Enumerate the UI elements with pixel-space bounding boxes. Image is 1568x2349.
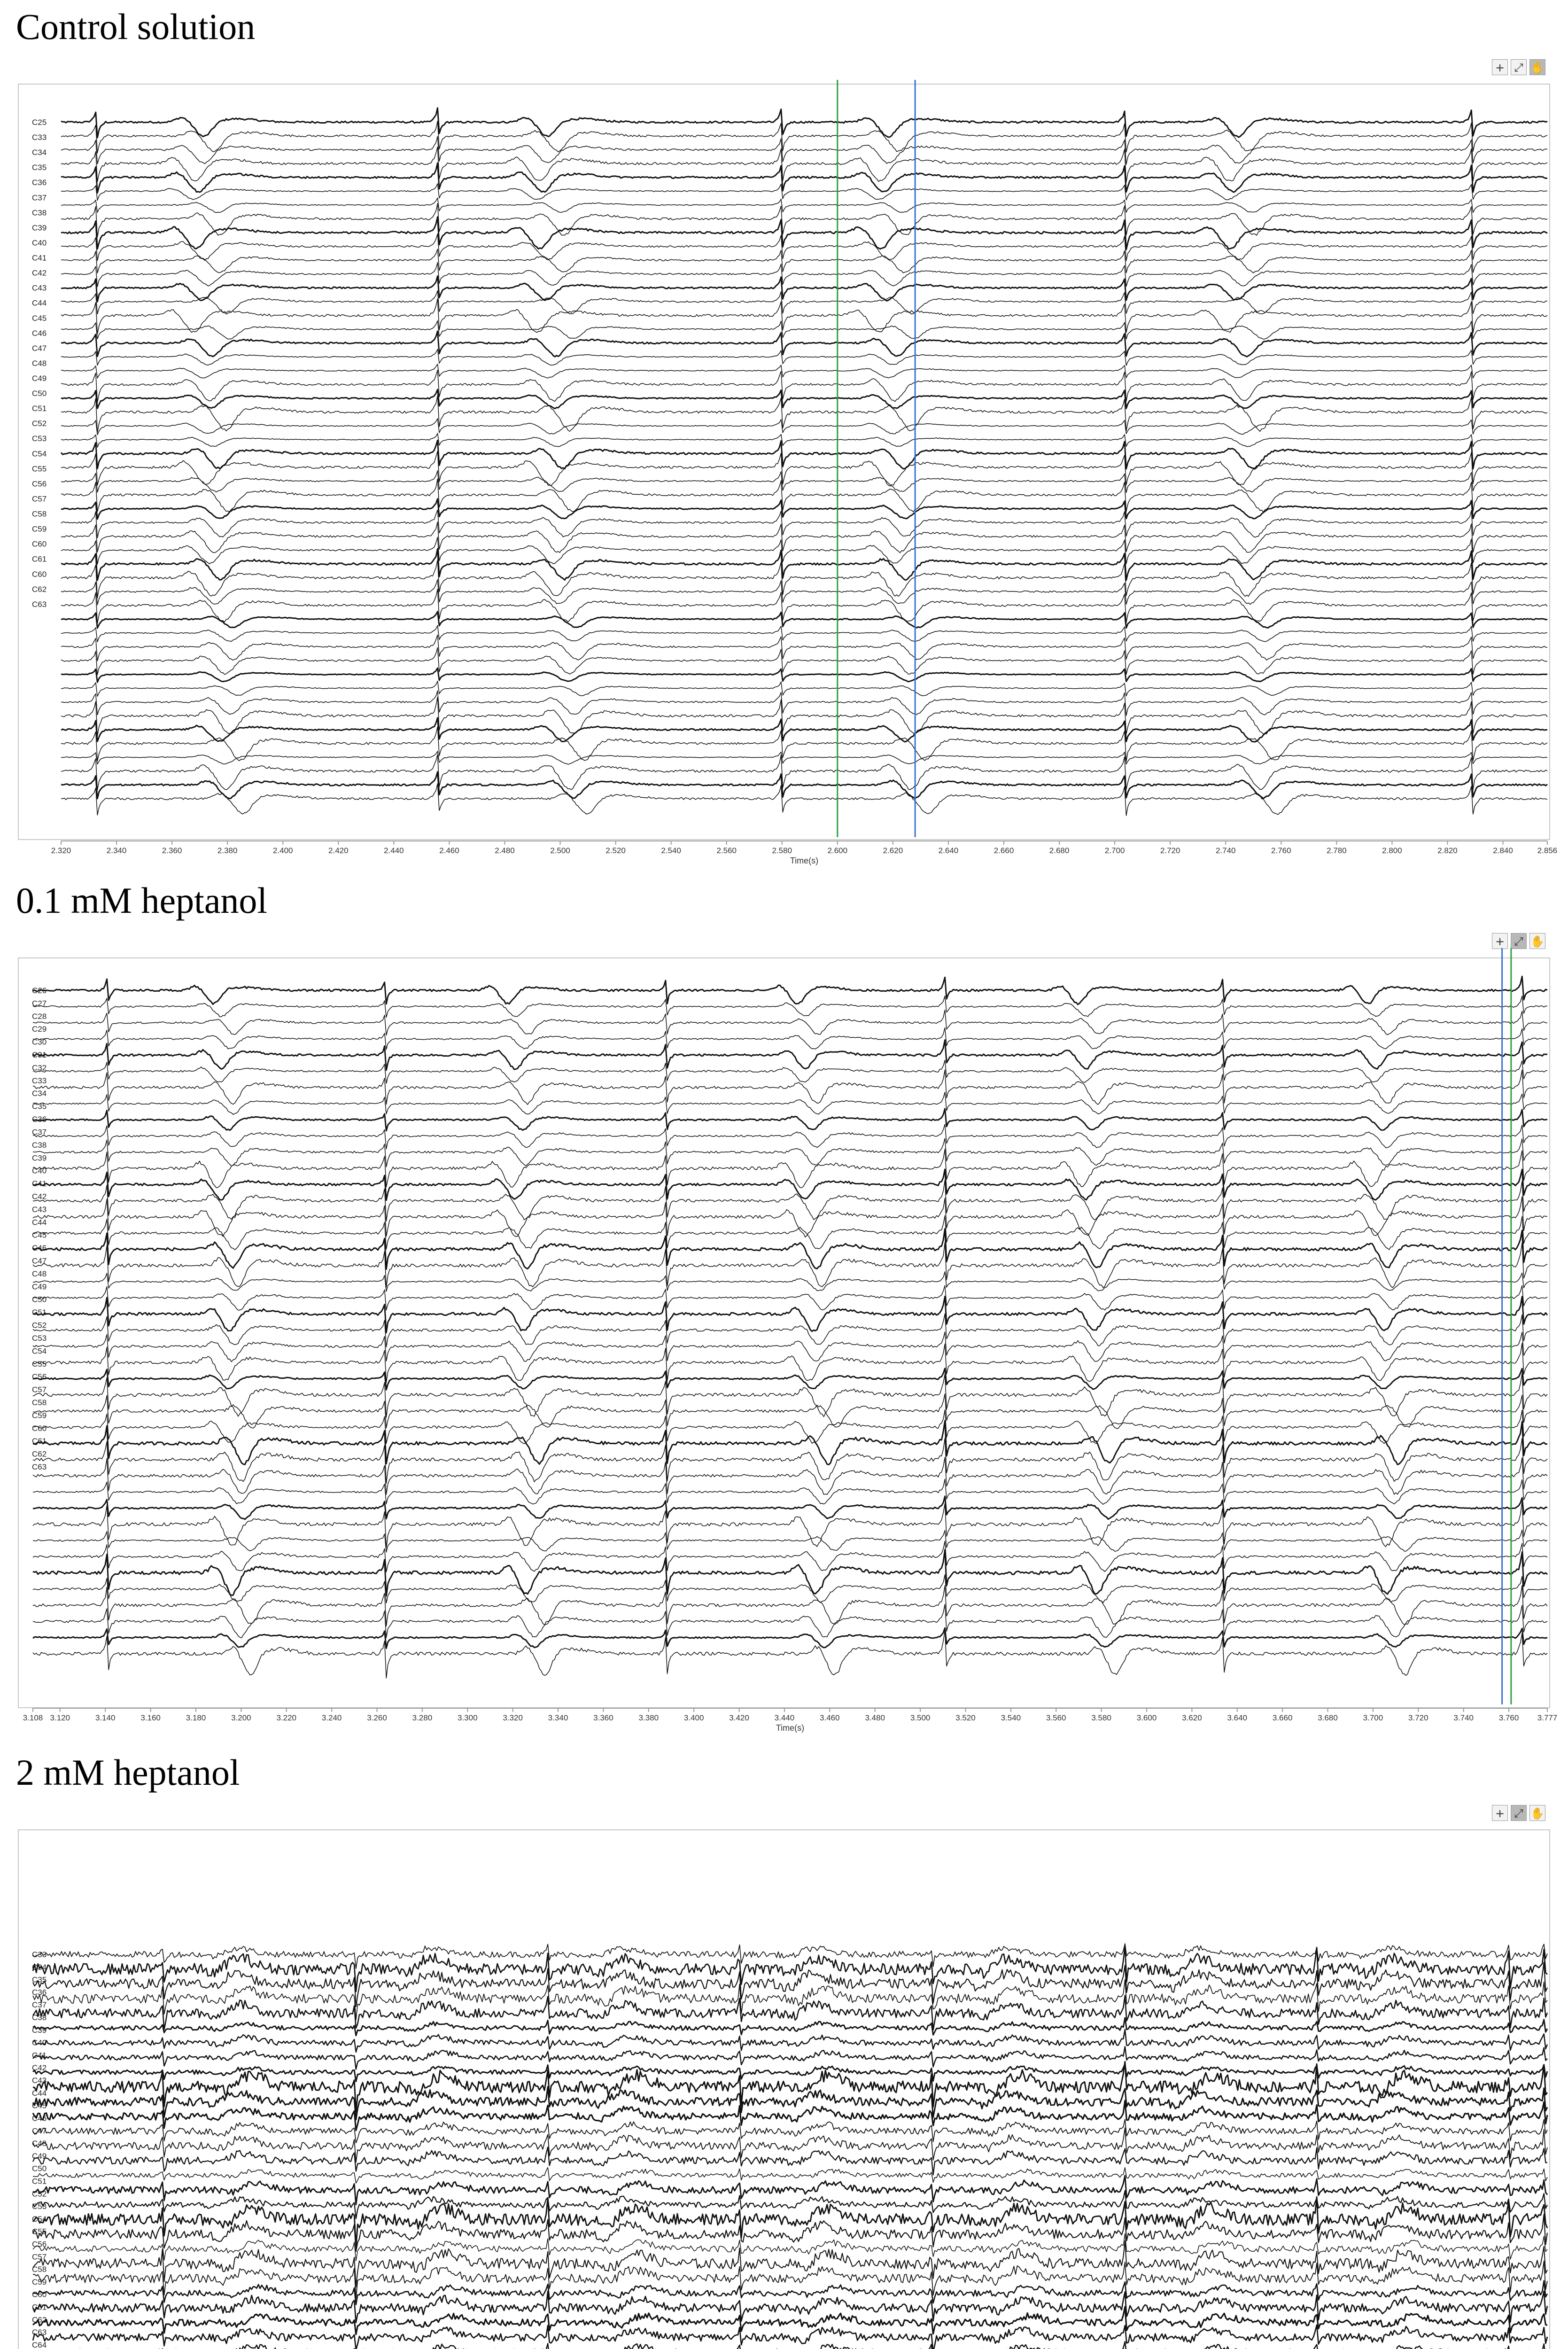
x-tick-label: 2.720 [1160, 846, 1180, 855]
channel-trace [61, 321, 1547, 339]
channel-trace [61, 163, 1547, 193]
channel-trace [61, 331, 1547, 357]
channel-trace [61, 419, 1547, 435]
channel-label: C30 [32, 1037, 47, 1047]
x-tick-label: 3.420 [729, 1713, 749, 1722]
channel-label: C52 [32, 2189, 47, 2199]
channel-trace [61, 234, 1547, 261]
channel-trace [33, 1575, 1547, 1603]
channel-label: C37 [32, 193, 47, 202]
x-tick-label: 3.240 [321, 1713, 342, 1722]
x-tick-label: 3.640 [1227, 1713, 1248, 1722]
channel-label: C47 [32, 1256, 47, 1266]
channel-trace [61, 668, 1547, 682]
channel-trace [33, 1944, 1547, 1968]
x-tick-label: 2.380 [217, 846, 238, 855]
channel-label: C35 [32, 163, 47, 172]
channel-label: C31 [32, 1050, 47, 1060]
channel-trace [61, 784, 1547, 816]
channel-label: C38 [32, 1140, 47, 1150]
channel-trace [61, 727, 1547, 762]
channel-trace [33, 1229, 1547, 1269]
channel-label: C46 [32, 2114, 47, 2123]
channel-label: C46 [32, 1244, 47, 1253]
channel-label: C56 [32, 2240, 47, 2249]
channel-label: C57 [32, 494, 47, 504]
channel-trace [61, 635, 1547, 661]
x-tick-label: 3.620 [1182, 1713, 1202, 1722]
channel-label: C54 [32, 1346, 47, 1356]
channel-trace [33, 1109, 1547, 1131]
channel-trace [61, 108, 1547, 138]
x-tick-label: 3.300 [458, 1713, 478, 1722]
channel-label: C52 [32, 419, 47, 428]
channel-trace [33, 976, 1547, 1004]
channel-trace [61, 549, 1547, 580]
channel-trace [61, 522, 1547, 553]
channel-label: C39 [32, 2025, 47, 2035]
channel-label: C50 [32, 389, 47, 398]
pan-hand-icon[interactable]: ✋ [1529, 59, 1545, 75]
channel-trace [61, 479, 1547, 512]
x-tick-label: 3.140 [95, 1713, 116, 1722]
x-tick-label: 3.700 [1363, 1713, 1383, 1722]
channel-trace [61, 396, 1547, 432]
x-tick-label: 2.700 [1104, 846, 1125, 855]
channel-label: C53 [32, 2202, 47, 2211]
channel-label: C54 [32, 2214, 47, 2224]
channel-label: C45 [32, 1230, 47, 1240]
x-tick-label: 2.740 [1215, 846, 1236, 855]
x-tick-label: 2.820 [1437, 846, 1458, 855]
x-tick-label: 3.120 [50, 1713, 70, 1722]
channel-label: C28 [32, 1011, 47, 1021]
panel-title: Control solution [16, 6, 256, 47]
channel-label: C61 [32, 2302, 47, 2312]
channel-trace [33, 1479, 1547, 1504]
channel-trace [33, 2119, 1547, 2143]
channel-trace [61, 648, 1547, 675]
x-tick-label: 3.320 [503, 1713, 523, 1722]
channel-label: C48 [32, 1269, 47, 1278]
channel-label: C60 [32, 1423, 47, 1433]
channel-trace [61, 263, 1547, 287]
zoom-box-icon[interactable]: ⤢ [1511, 1805, 1527, 1821]
channel-label: C26 [32, 986, 47, 995]
channel-trace [33, 996, 1547, 1018]
x-tick-label: 3.480 [865, 1713, 885, 1722]
zoom-box-icon[interactable]: ⤢ [1511, 59, 1527, 75]
channel-label: C60 [32, 539, 47, 549]
channel-trace [61, 291, 1547, 314]
channel-trace [33, 1457, 1547, 1494]
channel-trace [61, 276, 1547, 302]
x-tick-label: 3.760 [1498, 1713, 1519, 1722]
channel-label: C44 [32, 298, 47, 308]
channel-label: C62 [32, 1449, 47, 1459]
x-tick-label: 3.360 [593, 1713, 613, 1722]
channel-label: C63 [32, 599, 47, 609]
channel-label: C63 [32, 2328, 47, 2337]
x-tick-label: 2.400 [272, 846, 293, 855]
channel-label: C29 [32, 1025, 47, 1034]
channel-trace [33, 1060, 1547, 1084]
channel-label: C55 [32, 1359, 47, 1369]
channel-trace [33, 1496, 1547, 1519]
channel-trace [61, 691, 1547, 716]
channel-label: C43 [32, 2076, 47, 2085]
x-tick-label: 3.380 [638, 1713, 659, 1722]
x-tick-label: 3.280 [412, 1713, 433, 1722]
channel-label: C43 [32, 283, 47, 293]
channel-trace [61, 217, 1547, 250]
channel-trace [33, 1314, 1547, 1347]
channel-trace [33, 1070, 1547, 1104]
channel-trace [61, 681, 1547, 696]
channel-label: C36 [32, 178, 47, 187]
channel-label: C33 [32, 1950, 47, 1959]
channel-trace [61, 433, 1547, 447]
pan-hand-icon[interactable]: ✋ [1529, 933, 1545, 949]
channel-label: C58 [32, 509, 47, 519]
panel-title: 0.1 mM heptanol [16, 880, 268, 921]
x-tick-label: 3.560 [1046, 1713, 1066, 1722]
channel-trace [32, 1037, 1547, 1073]
channel-trace [33, 1996, 1547, 2030]
channel-label: C44 [32, 2088, 47, 2098]
x-tick-label: 2.840 [1493, 846, 1513, 855]
channel-trace [33, 1946, 1547, 1992]
channel-label: C42 [32, 2063, 47, 2073]
channel-label: C40 [32, 238, 47, 248]
channel-label: C57 [32, 2252, 47, 2262]
channel-trace [33, 1285, 1547, 1310]
zoom-box-icon[interactable]: ⤢ [1511, 933, 1527, 949]
x-tick-label: 2.680 [1049, 846, 1070, 855]
x-tick-label: 2.580 [772, 846, 792, 855]
x-tick-label: 2.340 [106, 846, 127, 855]
channel-trace [33, 1530, 1547, 1552]
x-tick-label: 2.660 [994, 846, 1014, 855]
channel-label: C39 [32, 223, 47, 233]
channel-label: C34 [32, 1089, 47, 1098]
channel-label: C41 [32, 1179, 47, 1189]
channel-label: C56 [32, 479, 47, 489]
channel-trace [33, 1297, 1547, 1333]
channel-label: C41 [32, 253, 47, 263]
channel-label: C49 [32, 374, 47, 383]
channel-label: C53 [32, 1333, 47, 1343]
channel-trace [33, 1541, 1547, 1572]
channel-trace [61, 772, 1547, 799]
x-tick-label: 2.480 [495, 846, 515, 855]
channel-trace [33, 2030, 1547, 2052]
channel-label: C60 [32, 569, 47, 579]
x-tick-label: 2.360 [162, 846, 182, 855]
channel-trace [33, 1027, 1547, 1049]
channel-label: C35 [32, 1975, 47, 1984]
channel-trace [61, 121, 1547, 153]
channel-trace [61, 364, 1547, 378]
x-tick-label: 2.460 [439, 846, 459, 855]
channel-trace [61, 537, 1547, 565]
x-tick-label: 2.500 [550, 846, 570, 855]
channel-label: C55 [32, 2227, 47, 2236]
channel-trace [33, 1138, 1547, 1167]
channel-label: C37 [32, 1128, 47, 1137]
x-tick-label: 3.260 [367, 1713, 387, 1722]
channel-trace [33, 2147, 1547, 2175]
chart-panel-2 [23, 948, 1558, 1733]
x-tick-label: 3.540 [1001, 1713, 1021, 1722]
channel-trace [33, 2046, 1547, 2069]
channel-label: C59 [32, 2277, 47, 2287]
x-tick-label: 3.777 [1537, 1713, 1558, 1722]
channel-label: C43 [32, 1205, 47, 1214]
channel-trace [61, 718, 1547, 742]
channel-trace [33, 1197, 1547, 1237]
channel-label: C41 [32, 2051, 47, 2060]
channel-label: C51 [32, 1308, 47, 1317]
channel-label: C59 [32, 1411, 47, 1420]
channel-label: C50 [32, 1295, 47, 1304]
channel-label: C35 [32, 1102, 47, 1111]
channel-label: C42 [32, 1192, 47, 1201]
channel-label: C55 [32, 464, 47, 474]
x-tick-label: 2.540 [661, 846, 681, 855]
zoom-plus-icon[interactable]: + [1492, 933, 1508, 949]
channel-trace [33, 1010, 1547, 1035]
channel-trace [61, 440, 1547, 469]
channel-label: C36 [32, 1988, 47, 1997]
channel-trace [61, 499, 1547, 519]
x-tick-label: 3.400 [683, 1713, 704, 1722]
x-axis-label: Time(s) [776, 1723, 805, 1733]
channel-trace [33, 1124, 1547, 1149]
channel-trace [33, 2341, 1547, 2349]
channel-label: C51 [32, 2177, 47, 2186]
x-tick-label: 3.440 [774, 1713, 795, 1722]
channel-trace [61, 560, 1547, 598]
channel-trace [33, 1628, 1547, 1648]
channel-label: C39 [32, 1153, 47, 1163]
channel-trace [33, 1586, 1547, 1626]
x-tick-label: 3.740 [1453, 1713, 1474, 1722]
channel-label: C42 [32, 268, 47, 278]
x-tick-label: 2.560 [716, 846, 737, 855]
channel-label: C61 [32, 1437, 47, 1446]
channel-label: C61 [32, 554, 47, 564]
x-tick-label: 2.640 [938, 846, 959, 855]
channel-label: C62 [32, 584, 47, 594]
x-tick-label: 2.620 [883, 846, 903, 855]
channel-label: C58 [32, 2265, 47, 2274]
channel-label: C49 [32, 2151, 47, 2161]
channel-trace [61, 249, 1547, 273]
channel-label: C40 [32, 1166, 47, 1175]
x-tick-label: 3.500 [910, 1713, 931, 1722]
channel-label: C25 [32, 118, 47, 127]
channel-label: C58 [32, 1398, 47, 1407]
channel-trace [61, 136, 1547, 164]
channel-label: C48 [32, 358, 47, 368]
chart-panel-1 [32, 80, 1557, 865]
channel-label: C47 [32, 343, 47, 353]
x-tick-label: 2.760 [1271, 846, 1291, 855]
channel-label: C40 [32, 2038, 47, 2047]
channel-label: C59 [32, 524, 47, 534]
channel-trace [32, 1166, 1547, 1200]
channel-label: C34 [32, 148, 47, 157]
x-tick-label: 3.160 [140, 1713, 161, 1722]
x-tick-label: 2.800 [1382, 846, 1402, 855]
channel-label: C37 [32, 2000, 47, 2010]
x-tick-label: 2.780 [1327, 846, 1347, 855]
channel-trace [33, 1272, 1547, 1291]
channel-trace [61, 198, 1547, 212]
channel-label: C38 [32, 208, 47, 218]
x-tick-label: 3.108 [23, 1713, 43, 1722]
channel-label: C48 [32, 2139, 47, 2148]
channel-label: C33 [32, 133, 47, 142]
channel-trace [61, 471, 1547, 493]
chart-panel-3 [23, 1944, 1558, 2349]
zoom-plus-icon[interactable]: + [1492, 59, 1508, 75]
x-tick-label: 2.320 [51, 846, 71, 855]
pan-hand-icon[interactable]: ✋ [1529, 1805, 1545, 1821]
x-axis-label: Time(s) [790, 856, 819, 865]
x-tick-label: 3.520 [955, 1713, 976, 1722]
channel-label: C46 [32, 328, 47, 338]
channel-trace [61, 625, 1547, 642]
channel-label: C27 [32, 999, 47, 1008]
channel-label: C51 [32, 404, 47, 413]
x-tick-label: 3.180 [186, 1713, 206, 1722]
channel-trace [61, 184, 1547, 201]
channel-trace [33, 1410, 1547, 1444]
channel-label: C44 [32, 1218, 47, 1227]
channel-trace [61, 349, 1547, 366]
x-tick-label: 2.440 [384, 846, 404, 855]
channel-trace [33, 2191, 1547, 2219]
x-tick-label: 3.680 [1318, 1713, 1338, 1722]
channel-label: C62 [32, 2315, 47, 2325]
x-tick-label: 3.580 [1091, 1713, 1111, 1722]
zoom-plus-icon[interactable]: + [1492, 1805, 1508, 1821]
x-tick-label: 3.200 [231, 1713, 251, 1722]
channel-label: C50 [32, 2164, 47, 2173]
channel-label: C45 [32, 2101, 47, 2110]
channel-label: C32 [32, 1063, 47, 1073]
channel-label: C63 [32, 1462, 47, 1472]
panel-title: 2 mM heptanol [16, 1752, 240, 1793]
channel-label: C60 [32, 2290, 47, 2299]
channel-label: C45 [32, 313, 47, 323]
channel-trace [33, 2214, 1547, 2251]
x-tick-label: 2.600 [827, 846, 848, 855]
x-tick-label: 2.856 [1537, 846, 1558, 855]
channel-trace [61, 579, 1547, 605]
channel-label: C54 [32, 449, 47, 459]
channel-trace [61, 389, 1547, 409]
x-tick-label: 2.520 [605, 846, 626, 855]
x-tick-label: 3.460 [820, 1713, 840, 1722]
channel-label: C64 [32, 2340, 47, 2349]
channel-trace [61, 510, 1547, 538]
channel-trace [33, 2064, 1547, 2082]
x-tick-label: 3.340 [548, 1713, 568, 1722]
channel-label: C38 [32, 2013, 47, 2022]
channel-trace [61, 751, 1547, 764]
channel-trace [33, 1180, 1547, 1221]
x-tick-label: 3.600 [1136, 1713, 1157, 1722]
x-tick-label: 3.720 [1408, 1713, 1428, 1722]
channel-label: C56 [32, 1372, 47, 1382]
x-tick-label: 2.420 [328, 846, 349, 855]
channel-label: C49 [32, 1282, 47, 1291]
x-tick-label: 3.660 [1272, 1713, 1293, 1722]
x-tick-label: 3.220 [276, 1713, 297, 1722]
channel-label: C57 [32, 1385, 47, 1394]
channel-trace [33, 1369, 1547, 1390]
channel-label: C34 [32, 1962, 47, 1972]
channel-label: C52 [32, 1321, 47, 1330]
channel-label: C36 [32, 1115, 47, 1124]
channel-trace [33, 1092, 1547, 1115]
channel-label: C53 [32, 434, 47, 443]
channel-trace [61, 612, 1547, 628]
channel-label: C47 [32, 2126, 47, 2136]
channel-label: C33 [32, 1076, 47, 1085]
channel-trace [33, 2018, 1547, 2036]
